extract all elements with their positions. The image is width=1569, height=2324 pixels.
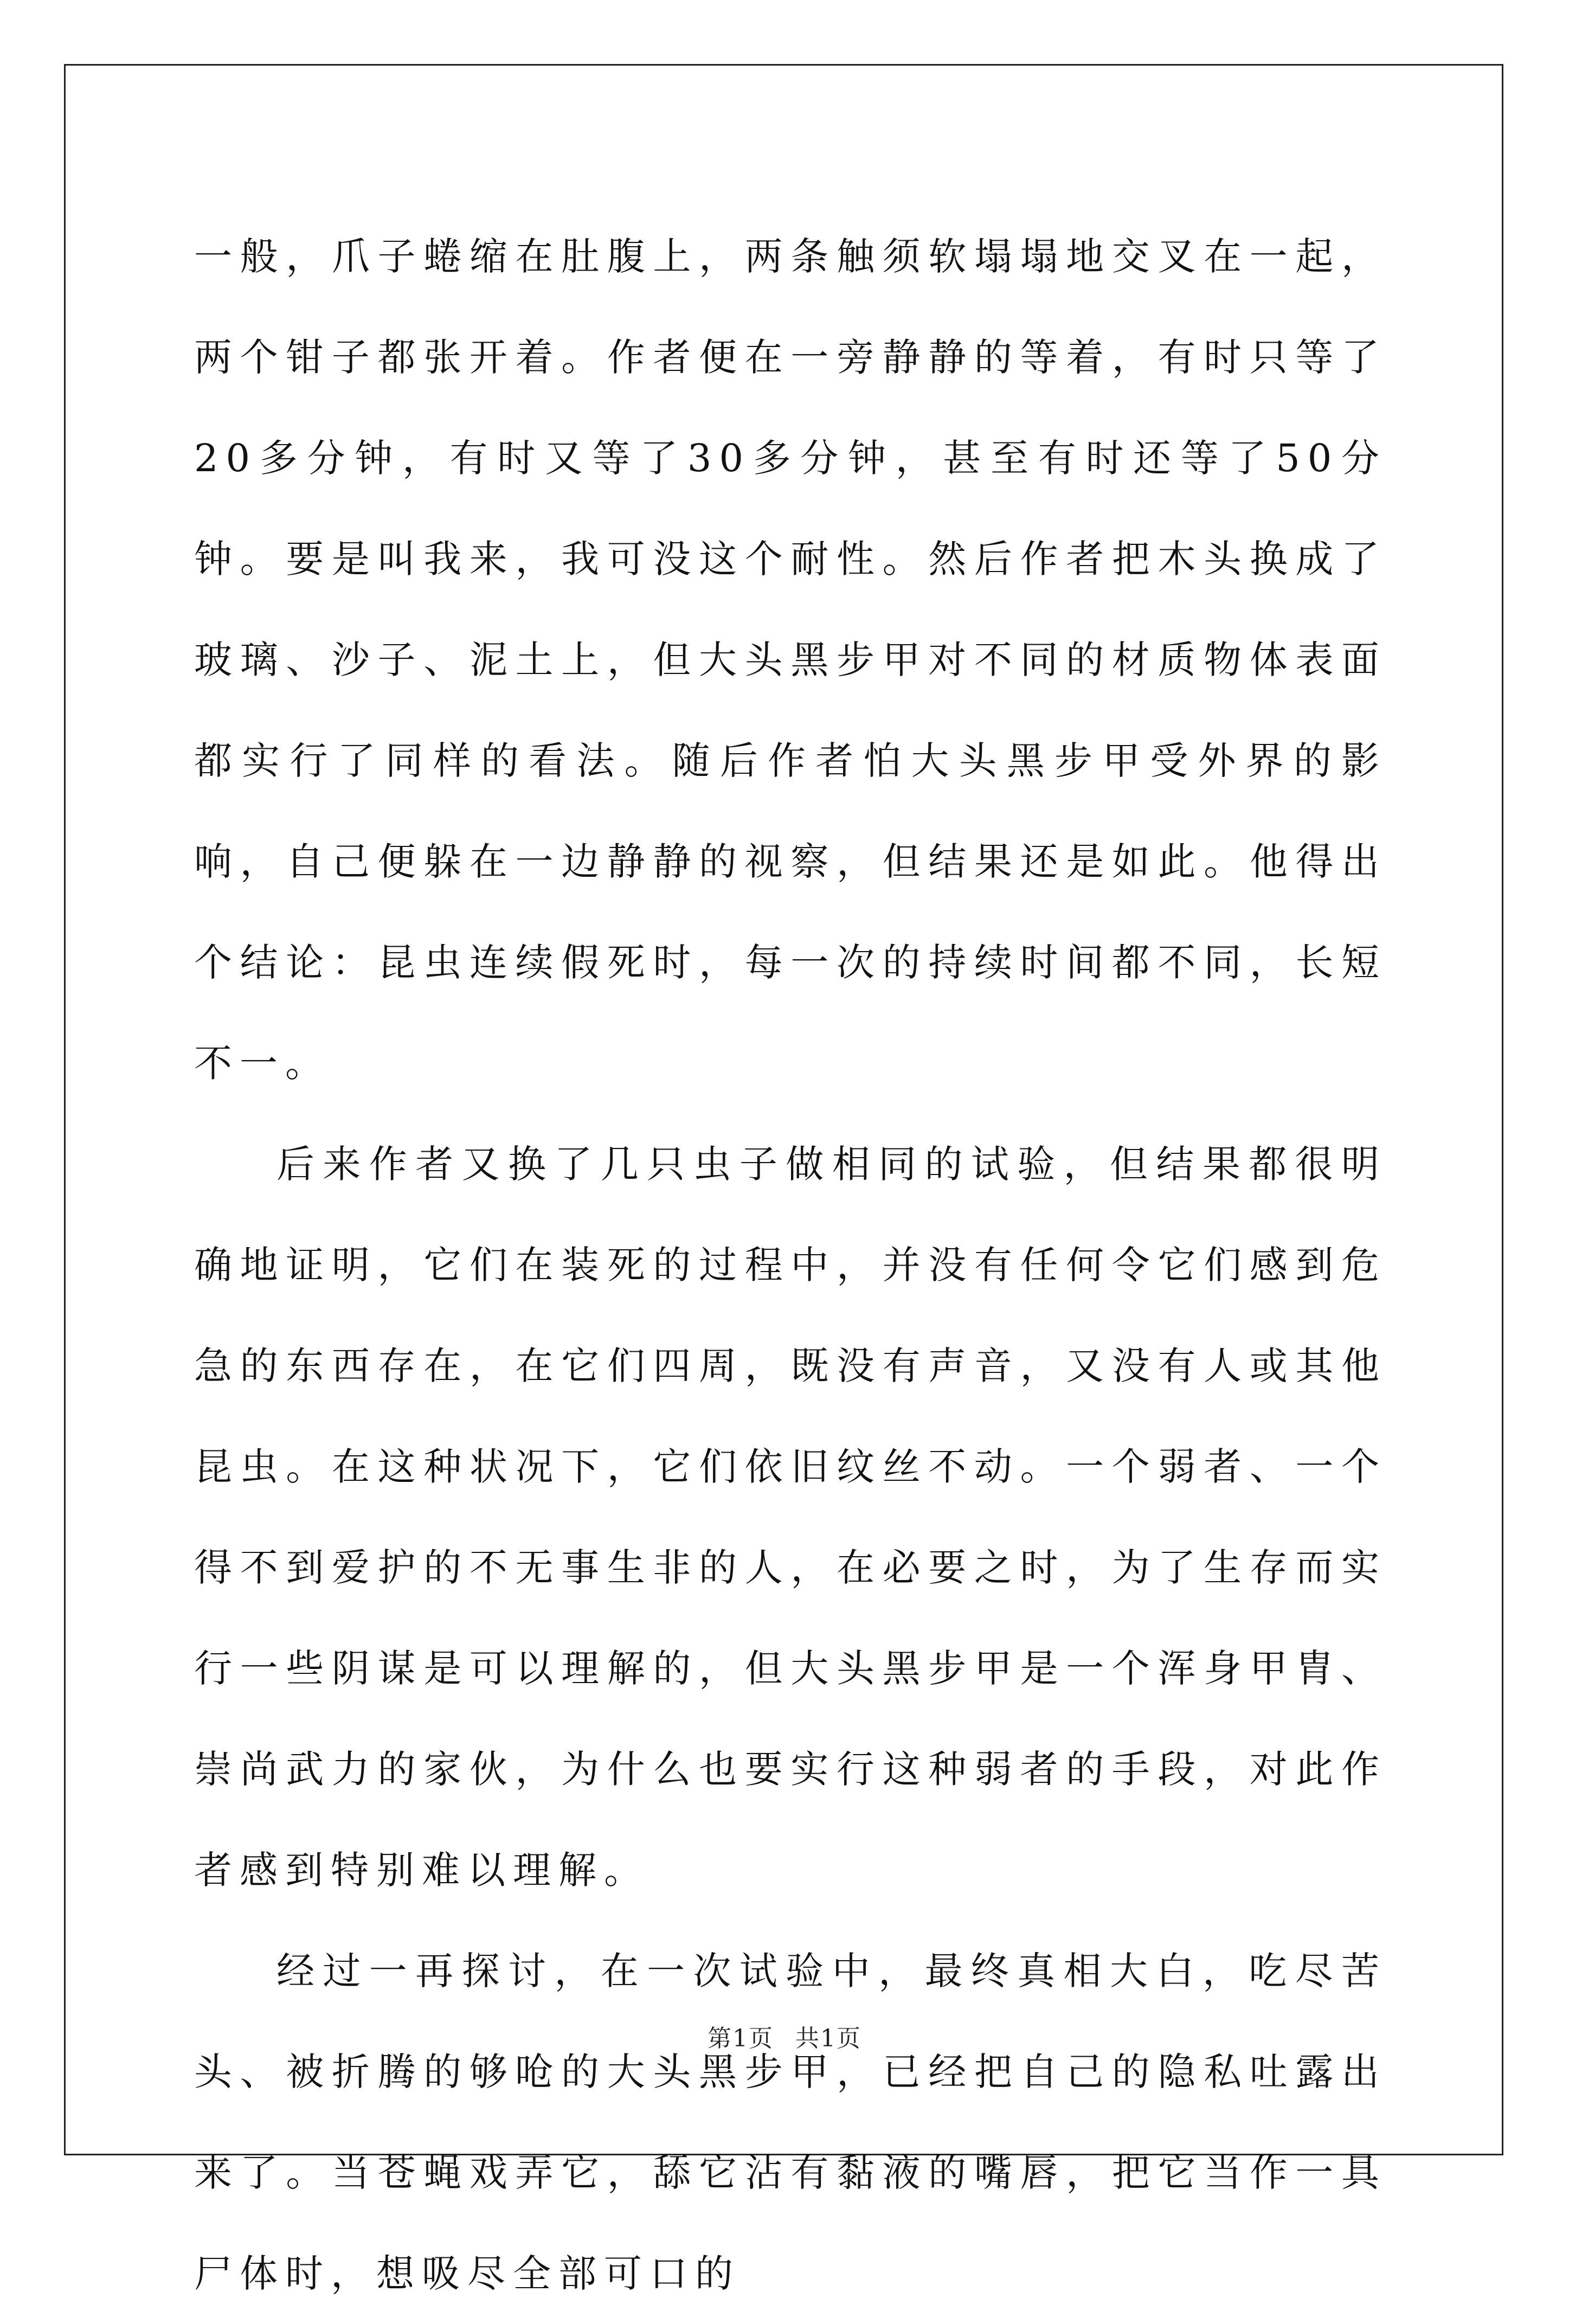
paragraph-3: 经过一再探讨，在一次试验中，最终真相大白，吃尽苦头、被折腾的够呛的大头黑步甲，已经把自己的隐私吐露出来了。当苍蝇戏弄它，舔它沾有黏液的嘴唇，把它当作一具尸体时，想吸尽全部可口的 [194, 1949, 1387, 2296]
paragraph-1: 一般，爪子蜷缩在肚腹上，两条触须软塌塌地交叉在一起，两个钳子都张开着。作者便在一旁静静的等着，有时只等了20多分钟，有时又等了30多分钟，甚至有时还等了50分钟。要是叫我来，我可没这个耐性。然后作者把木头换成了玻璃、沙子、泥土上，但大头黑步甲对不同的材质物体表面都实行了同样的看法。随后作者怕大头黑步甲受外界的影响，自己便躲在一边静静的视察，但结果还是如此。他得出个结论：昆虫连续假死时，每一次的持续时间都不同，长短不一。 [194, 234, 1387, 1086]
page-total: 共1页 [795, 2025, 861, 2052]
document-body [194, 206, 1387, 2324]
paragraph-2: 后来作者又换了几只虫子做相同的试验，但结果都很明确地证明，它们在装死的过程中，并没有任何令它们感到危急的东西存在，在它们四周，既没有声音，又没有人或其他昆虫。在这种状况下，它们依旧纹丝不动。一个弱者、一个得不到爱护的不无事生非的人，在必要之时，为了生存而实行一些阴谋是可以理解的，但大头黑步甲是一个浑身甲胄、崇尚武力的家伙，为什么也要实行这种弱者的手段，对此作者感到特别难以理解。 [194, 1142, 1387, 1892]
page-number: 第1页 [708, 2025, 774, 2052]
page-footer [0, 2023, 1569, 2055]
